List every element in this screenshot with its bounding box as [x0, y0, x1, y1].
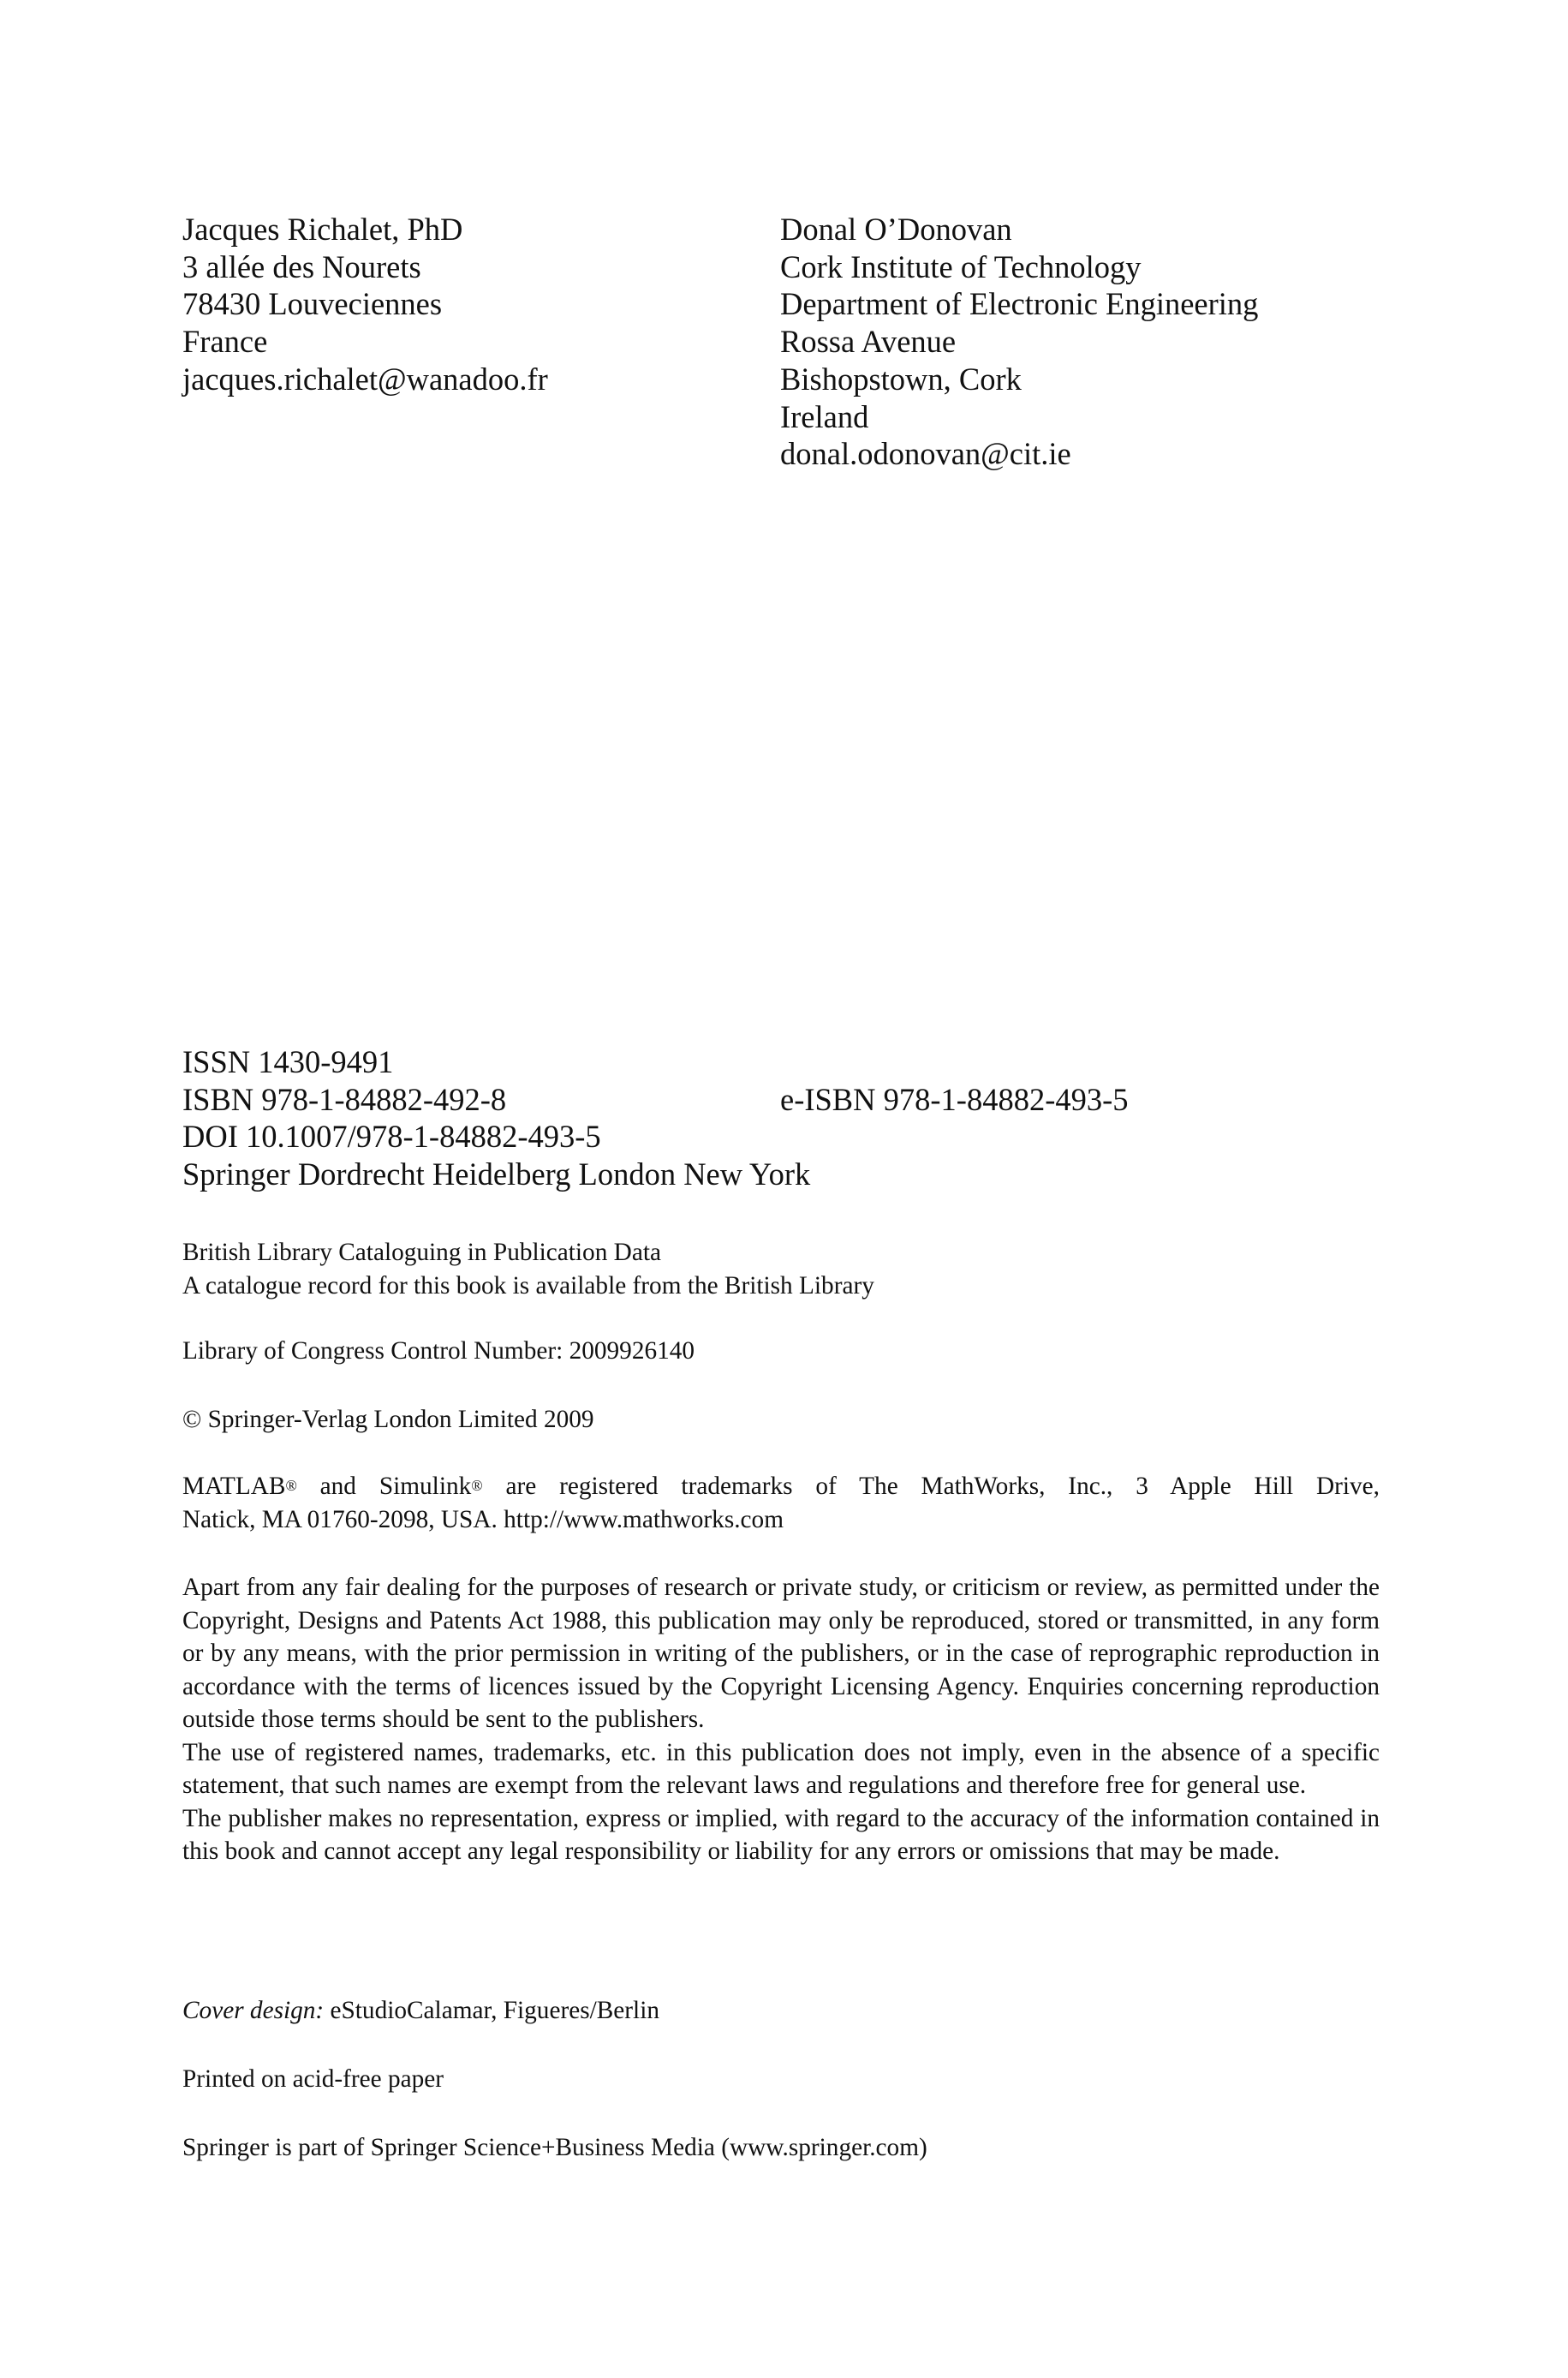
trademark-line-2: Natick, MA 01760-2098, USA. http://www.mathworks.com [182, 1505, 784, 1533]
e-isbn: e-ISBN 978-1-84882-493-5 [780, 1081, 1129, 1117]
cover-design-label: Cover design: [182, 1997, 325, 2024]
matlab-name: MATLAB [182, 1473, 286, 1500]
cataloguing-data [182, 1236, 1380, 1302]
address-country: Ireland [780, 398, 869, 434]
cover-design-line [182, 1994, 1380, 2028]
lccn [182, 1335, 1380, 1368]
author-address-richalet [182, 211, 548, 398]
isbn: ISBN 978-1-84882-492-8 [182, 1081, 507, 1117]
address-line: Department of Electronic Engineering [780, 286, 1259, 322]
copyright-text: © Springer-Verlag London Limited 2009 [182, 1406, 594, 1433]
rights-paragraph-1: Apart from any fair dealing for the purposes of research or private study, or criticism or review, as permitted under the Copyright, Designs and Patents Act 1988, this publication may only be reproduced, stored or transmitted, in any form or by any means, with the prior permission in writing of the publishers, or in the case of reprographic reproduction in accordance with the terms of licences issued by the Copyright Licensing Agency. Enquiries concerning reproduction outside those terms should be sent to the publishers. [182, 1574, 1380, 1733]
isbn-row [182, 1081, 1381, 1119]
registered-mark: ® [471, 1476, 483, 1494]
copyright-notice [182, 1403, 1380, 1437]
trademark-notice [182, 1470, 1380, 1536]
paper-note [182, 2063, 1380, 2096]
author-name: Jacques Richalet, PhD [182, 212, 463, 247]
rights-paragraph-2: The use of registered names, trademarks, etc. in this publication does not imply, even in the absence of a specific statement, that such names are exempt from the relevant laws and regulations and therefore free for general use. [182, 1738, 1380, 1799]
doi: DOI 10.1007/978-1-84882-493-5 [182, 1119, 601, 1154]
address-line: Bishopstown, Cork [780, 361, 1022, 397]
trademark-and: and [296, 1473, 379, 1500]
springer-note-text: Springer is part of Springer Science+Business Media (www.springer.com) [182, 2134, 927, 2161]
trademark-text: are registered trademarks of The MathWorks, Inc., 3 Apple Hill Drive, [482, 1473, 1380, 1500]
author-address-odonovan [780, 211, 1258, 473]
springer-note [182, 2131, 1380, 2165]
author-email: jacques.richalet@wanadoo.fr [182, 361, 548, 397]
address-line: Cork Institute of Technology [780, 248, 1142, 284]
author-name: Donal O’Donovan [780, 212, 1012, 247]
registered-mark: ® [285, 1476, 297, 1494]
trademark-line-1 [182, 1470, 1380, 1503]
address-line: Rossa Avenue [780, 324, 957, 360]
publisher-cities: Springer Dordrecht Heidelberg London New York [182, 1156, 811, 1192]
cataloguing-heading: British Library Cataloguing in Publication Data [182, 1239, 661, 1266]
address-country: France [182, 324, 268, 360]
rights-notice [182, 1571, 1380, 1868]
simulink-name: Simulink [379, 1473, 472, 1500]
publication-identifiers [182, 1043, 1381, 1192]
cover-design-value: eStudioCalamar, Figueres/Berlin [324, 1997, 659, 2024]
cataloguing-note: A catalogue record for this book is available from the British Library [182, 1271, 874, 1300]
paper-note-text: Printed on acid-free paper [182, 2065, 444, 2093]
address-line: 78430 Louveciennes [182, 286, 443, 322]
cover-design-credit [182, 1994, 1380, 2028]
author-email: donal.odonovan@cit.ie [780, 436, 1071, 472]
issn: ISSN 1430-9491 [182, 1044, 394, 1079]
rights-paragraph-3: The publisher makes no representation, express or implied, with regard to the accuracy of the information contained in this book and cannot accept any legal responsibility or liability for any errors or omissions that may be made. [182, 1804, 1380, 1865]
lccn-text: Library of Congress Control Number: 2009926140 [182, 1337, 695, 1365]
address-line: 3 allée des Nourets [182, 248, 421, 284]
